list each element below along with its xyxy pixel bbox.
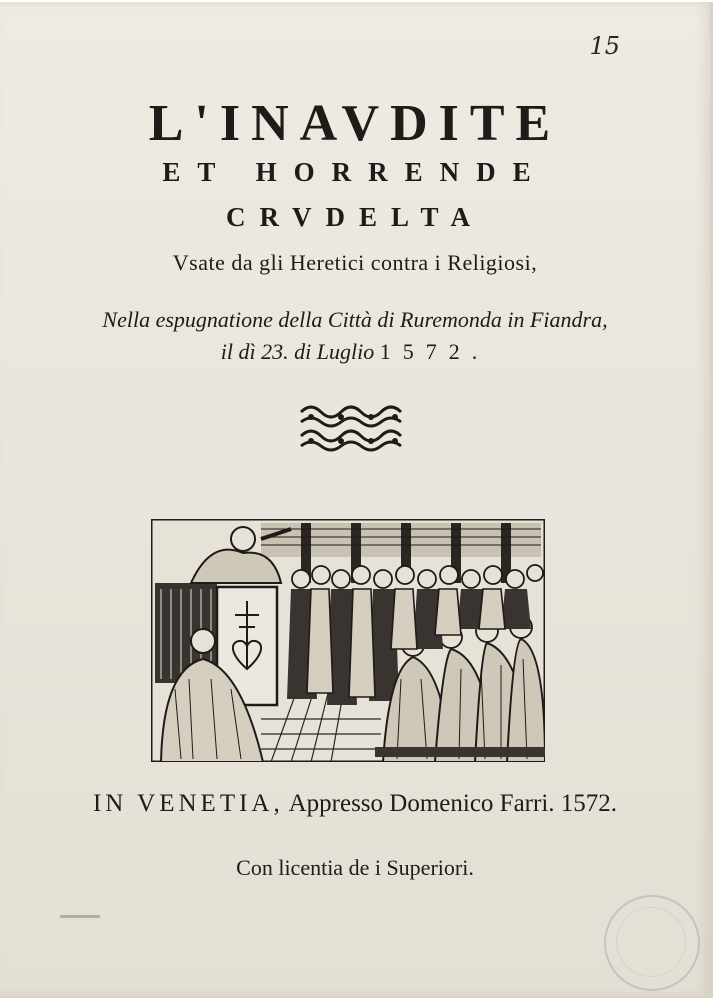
- date-text: il dì 23. di Luglio: [220, 339, 375, 364]
- ink-mark: [60, 915, 100, 918]
- folio-number: 15: [589, 32, 620, 60]
- title-line-3: CRVDELTA: [225, 202, 485, 232]
- printers-ornament-icon: [293, 398, 413, 458]
- title-line-1: L'INAVDITE: [148, 95, 562, 152]
- license-line: Con licentia de i Superiori.: [236, 855, 474, 880]
- italic-line-2: [0, 339, 710, 365]
- date-year: 1572.: [379, 339, 490, 364]
- imprint-year: 1572.: [560, 790, 618, 817]
- title-line-2: ET HORRENDE: [162, 157, 548, 187]
- imprint-city: IN VENETIA,: [92, 790, 284, 817]
- preacher-and-congregation-woodcut-icon: [151, 519, 545, 762]
- italic-line-1: Nella espugnatione della Città di Ruremonda in Fiandra,: [102, 307, 608, 332]
- imprint-printer: Appresso Domenico Farri.: [288, 790, 555, 817]
- imprint-line: [0, 790, 710, 818]
- title-page: [0, 2, 713, 998]
- subtitle-line: Vsate da gli Heretici contra i Religiosi,: [172, 250, 538, 275]
- library-stamp-icon: [604, 895, 700, 991]
